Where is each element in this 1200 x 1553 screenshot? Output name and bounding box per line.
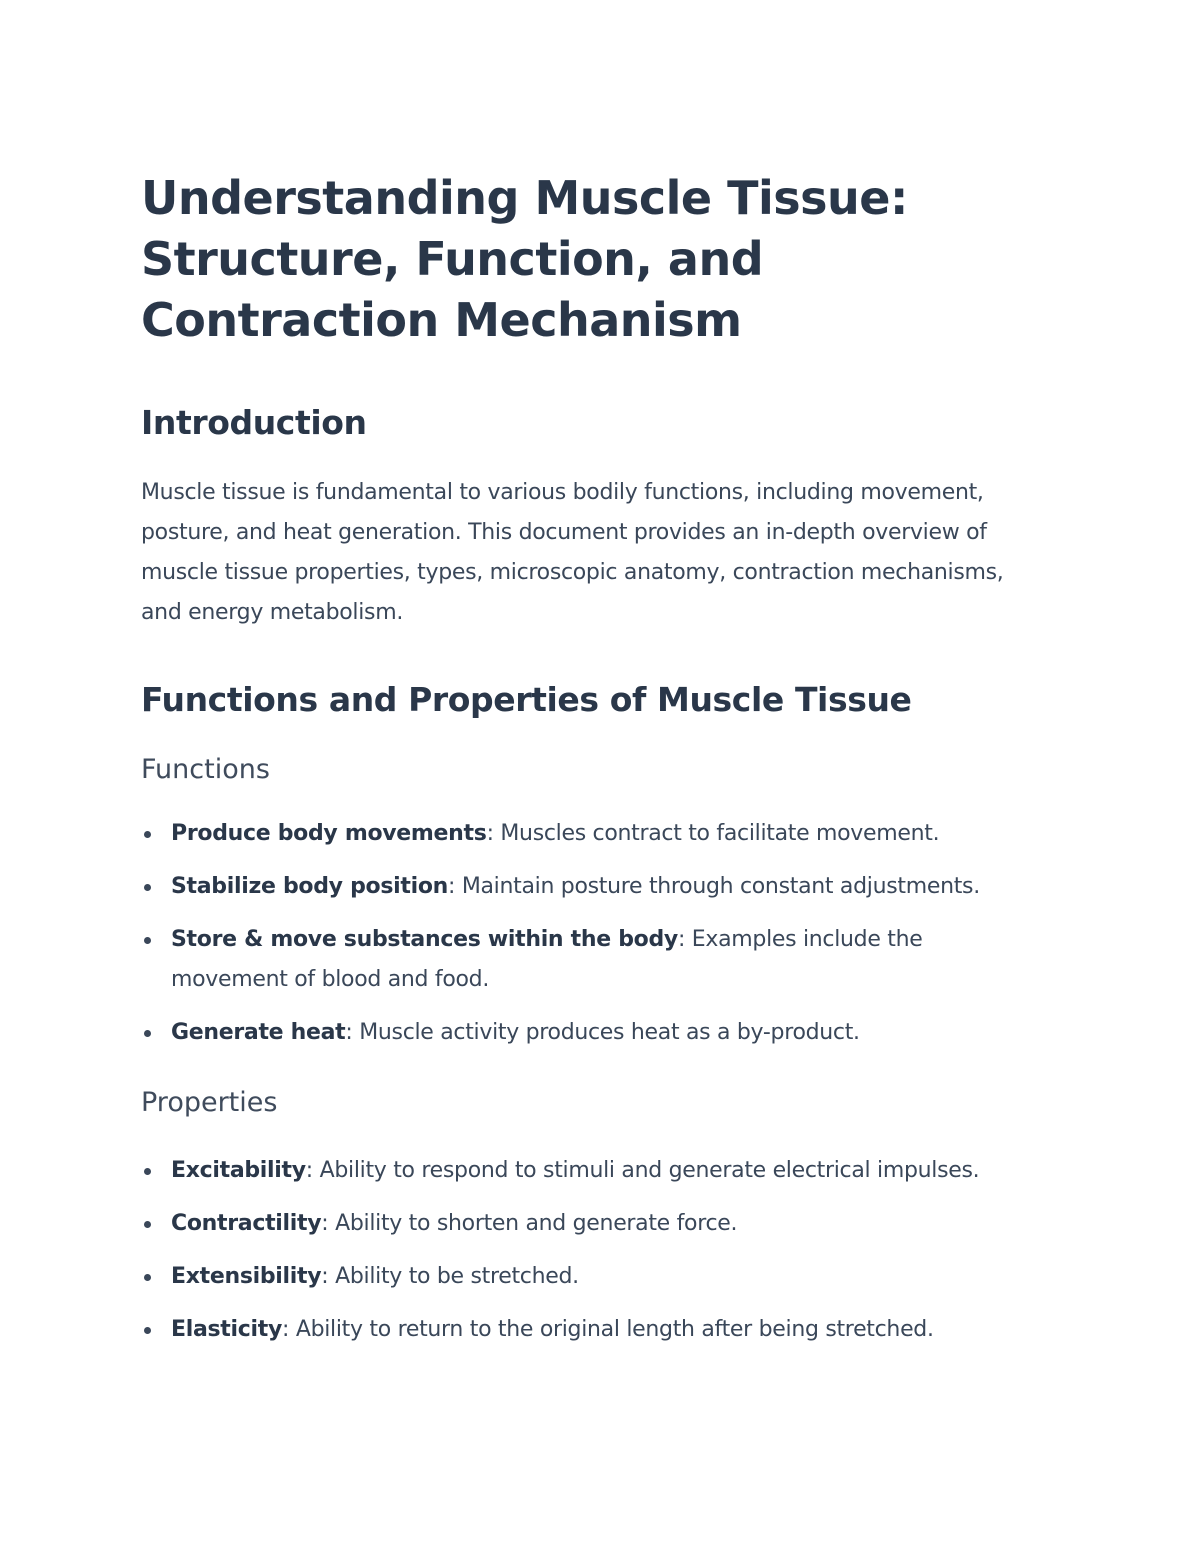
introduction-paragraph: Muscle tissue is fundamental to various bodily functions, including movement, posture, and heat generation. This document provides an in-depth overview of muscle tissue properties, types, microscopic anatomy, contraction mechanisms, and energy metabolism.	[141, 480, 1004, 625]
list-item-term: Store & move substances within the body	[171, 927, 678, 952]
list-item-text: : Muscle activity produces heat as a by-product.	[345, 1020, 860, 1045]
bullet-icon	[144, 1030, 151, 1037]
list-item	[141, 1257, 1041, 1297]
list-item-term: Excitability	[171, 1158, 306, 1183]
list-item-term: Contractility	[171, 1211, 322, 1236]
list-item-text: : Muscles contract to facilitate movement.	[486, 821, 940, 846]
bullet-icon	[144, 1274, 151, 1281]
list-item	[141, 867, 1041, 907]
bullet-icon	[144, 884, 151, 891]
document-page	[141, 168, 1041, 1350]
introduction-heading: Introduction	[141, 403, 367, 442]
list-item-text: : Ability to respond to stimuli and generate electrical impulses.	[305, 1158, 980, 1183]
functions-list	[141, 814, 1041, 1053]
list-item-text: : Examples include the movement of blood and food.	[171, 927, 923, 992]
list-item-term: Stabilize body position	[171, 874, 449, 899]
bullet-icon	[144, 831, 151, 838]
functions-properties-heading: Functions and Properties of Muscle Tissue	[141, 680, 912, 719]
list-item	[141, 920, 1041, 1000]
list-item	[141, 1310, 1041, 1350]
list-item-term: Elasticity	[171, 1317, 283, 1342]
list-item-text: : Ability to return to the original length after being stretched.	[282, 1317, 934, 1342]
bullet-icon	[144, 1221, 151, 1228]
list-item-term: Extensibility	[171, 1264, 322, 1289]
bullet-icon	[144, 1168, 151, 1175]
list-item-text: : Maintain posture through constant adjustments.	[448, 874, 980, 899]
bullet-icon	[144, 937, 151, 944]
list-item	[141, 814, 1041, 854]
list-item-term: Produce body movements	[171, 821, 487, 846]
list-item	[141, 1151, 1041, 1191]
functions-subheading: Functions	[141, 754, 270, 785]
properties-subheading: Properties	[141, 1087, 278, 1118]
list-item-text: : Ability to be stretched.	[321, 1264, 579, 1289]
list-item	[141, 1204, 1041, 1244]
properties-list	[141, 1151, 1041, 1350]
list-item-term: Generate heat	[171, 1020, 346, 1045]
list-item-text: : Ability to shorten and generate force.	[321, 1211, 738, 1236]
list-item	[141, 1013, 1041, 1053]
document-title: Understanding Muscle Tissue: Structure, Function, and Contraction Mechanism	[141, 171, 908, 347]
bullet-icon	[144, 1327, 151, 1334]
